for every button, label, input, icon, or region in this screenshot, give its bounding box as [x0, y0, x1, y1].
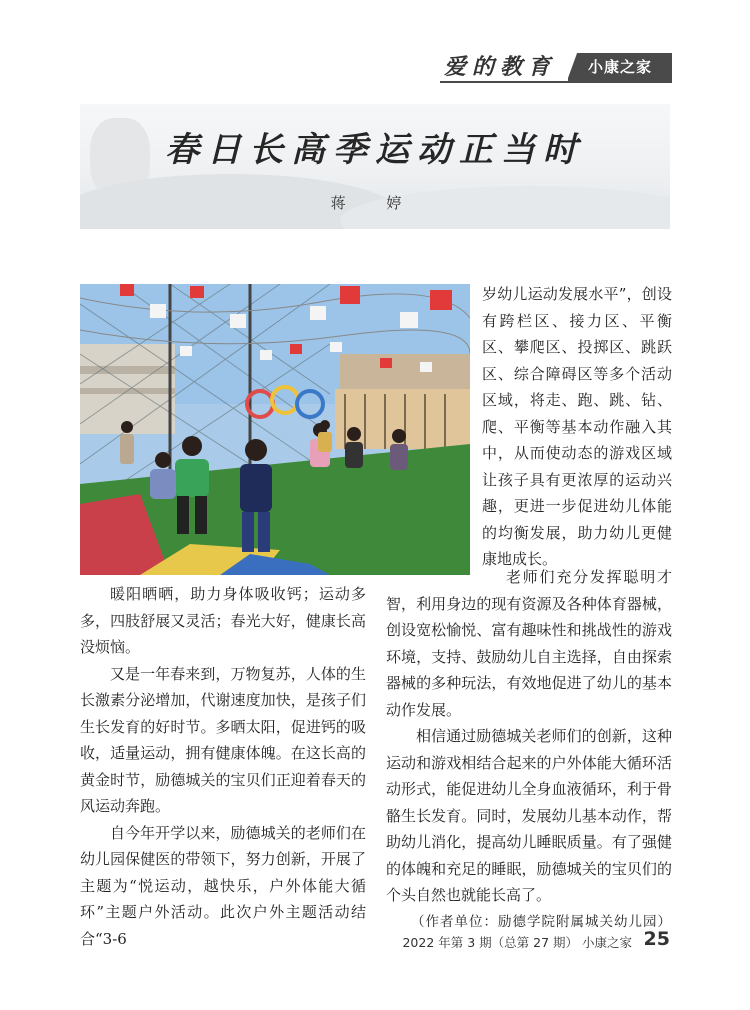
- paragraph: 暖阳晒晒，助力身体吸收钙；运动多多，四肢舒展又灵活；春光大好，健康长高没烦恼。: [80, 585, 366, 656]
- article-author: 蒋 婷: [330, 194, 420, 212]
- left-column: [80, 581, 366, 952]
- page-footer: [402, 928, 670, 954]
- paragraph: 又是一年春来到，万物复苏，人体的生长激素分泌增加，代谢速度加快，是孩子们生长发育的好时节。多晒太阳，促进钙的吸收，适量运动，拥有健康体魄。在这长高的黄金时节，励德城关的宝贝们正迎着春天的风运动奔跑。: [80, 664, 366, 815]
- title-banner: [80, 104, 670, 229]
- paragraph: 相信通过励德城关老师们的创新，这种运动和游戏相结合起来的户外体能大循环活动形式，能促进幼儿全身血液循环，利于骨骼生长发育。同时，发展幼儿基本动作，帮助幼儿消化，提高幼儿睡眠质量。有了强健的体魄和充足的睡眠，励德城关的宝贝们的个头自然也就能长高了。: [386, 727, 672, 904]
- right-column-top: [482, 281, 672, 573]
- header-rule: [440, 81, 672, 83]
- page-number: 25: [643, 928, 670, 950]
- section-script-title: 爱的教育: [443, 54, 556, 80]
- section-header: [440, 50, 672, 84]
- paragraph: 岁幼儿运动发展水平”，创设有跨栏区、接力区、平衡区、攀爬区、投掷区、跳跃区、综合障碍区等多个活动区域，将走、跑、跳、钻、爬、平衡等基本动作融入其中，从而使动态的游戏区域让孩子具有更浓厚的运动兴趣，更进一步促进幼儿体能的均衡发展，助力幼儿更健康地成长。: [482, 285, 672, 568]
- right-column: [386, 564, 672, 935]
- paragraph: 老师们充分发挥聪明才智，利用身边的现有资源及各种体育器械，创设宽松愉悦、富有趣味性和挑战性的游戏环境，支持、鼓励幼儿自主选择，自由探索器械的多种玩法，有效地促进了幼儿的基本动作发展。: [386, 568, 672, 719]
- issue-info: 2022 年第 3 期（总第 27 期） 小康之家: [402, 935, 632, 950]
- paragraph: 自今年开学以来，励德城关的老师们在幼儿园保健医的带领下，努力创新，开展了主题为“悦运动，越快乐，户外体能大循环”主题户外活动。此次户外主题活动结合“3-6: [80, 823, 366, 948]
- article-title: 春日长高季运动正当时: [165, 130, 585, 170]
- author-affiliation: （作者单位：励德学院附属城关幼儿园）: [411, 913, 672, 930]
- section-label: 小康之家: [568, 53, 672, 81]
- playground-photo: [80, 284, 470, 575]
